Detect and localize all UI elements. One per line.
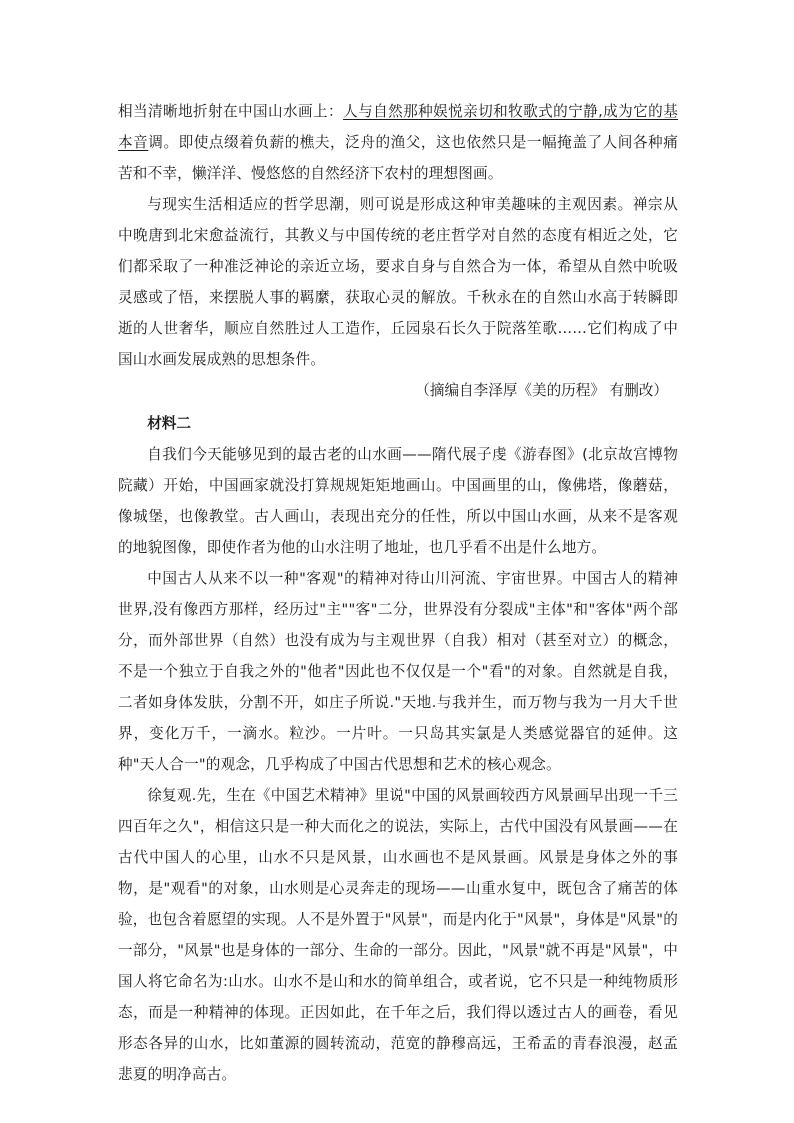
source-citation: （摘编自李泽厚《美的历程》 有删改）	[415, 382, 668, 399]
material-two-paragraph-1: 自我们今天能够见到的最古老的山水画——隋代展子虔《游春图》(北京故宫博物院藏）开始，中国画家就没打算规规矩矩地画山。中国画里的山，像佛塔，像蘑菇，像城堡，也像教堂。古人画山，表现出充分的任性，所以中国山水画，从来不是客观的地貌图像，即使作者为他的山水注明了地址，也几乎看不出是什么地方。	[118, 446, 678, 556]
material-one-paragraph-2: 与现实生活相适应的哲学思潮，则可说是形成这种审美趣味的主观因素。禅宗从中晚唐到北宋愈益流行，其教义与中国传统的老庄哲学对自然的态度有相近之处，它们都采取了一种准泛神论的亲近立场，要求自身与自然合为一体，希望从自然中吮吸灵感或了悟，来摆脱人事的羁縻，获取心灵的解放。千秋永在的自然山水高于转瞬即逝的人世奢华，顺应自然胜过人工造作，丘园泉石长久于院落笙歌……它们构成了中国山水画发展成熟的思想条件。	[118, 196, 678, 368]
paragraph-lead-text: 相当清晰地折射在中国山水画上：	[118, 103, 344, 120]
underlined-sentence: 人与自然那种娱悦亲切和牧歌式的宁静,成为它的基本音	[118, 103, 678, 151]
material-two-paragraph-3: 徐复观.先，生在《中国艺术精神》里说"中国的风景画较西方风景画早出现一千三四百年之久"，相信这只是一种大而化之的说法，实际上，古代中国没有风景画——在古代中国人的心里，山水不只是风景，山水画也不是风景画。风景是身体之外的事物，是"观看"的对象，山水则是心灵奔走的现场——山重水复中，既包含了痛苦的体验，也包含着愿望的实现。人不是外置于"风景"，而是内化于"风景"，身体是"风景"的一部分，"风景"也是身体的一部分、生命的一部分。因此，"风景"就不再是"风景"，中国人将它命名为:山水。山水不是山和水的简单组合，或者说，它不只是一种纯物质形态，而是一种精神的体现。正因如此，在千年之后，我们得以透过古人的画卷，看见形态各异的山水，比如董源的圆转流动，范宽的静穆高远，王希孟的青春浪漫，赵孟悲夏的明净高古。	[118, 787, 678, 1083]
paragraph-rest-text: 调。即使点缀着负薪的樵夫，泛舟的渔父，这也依然只是一幅掩盖了人间各种痛苦和不幸，懒洋洋、慢悠悠的自然经济下农村的理想图画。	[118, 134, 678, 182]
material-two-paragraph-2: 中国古人从来不以一种"客观"的精神对待山川河流、宇宙世界。中国古人的精神世界,没有像西方那样，经历过"主""客"二分，世界没有分裂成"主体"和"客体"两个部分，而外部世界（自然）也没有成为与主观世界（自我）相对（甚至对立）的概念，不是一个独立于自我之外的"他者"因此也不仅仅是一个"看"的对象。自然就是自我，二者如身体发肤，分割不开，如庄子所说."天地.与我并生，而万物与我为一月大千世界，变化万千，一滴水。粒沙。一片叶。一只岛其实氯是人类感觉器官的延伸。这种"天人合一"的观念，几乎构成了中国古代思想和艺术的核心观念。	[118, 570, 678, 773]
document-page	[118, 96, 678, 1090]
section-heading: 材料二	[147, 415, 191, 432]
material-one-paragraph-1	[118, 96, 678, 189]
